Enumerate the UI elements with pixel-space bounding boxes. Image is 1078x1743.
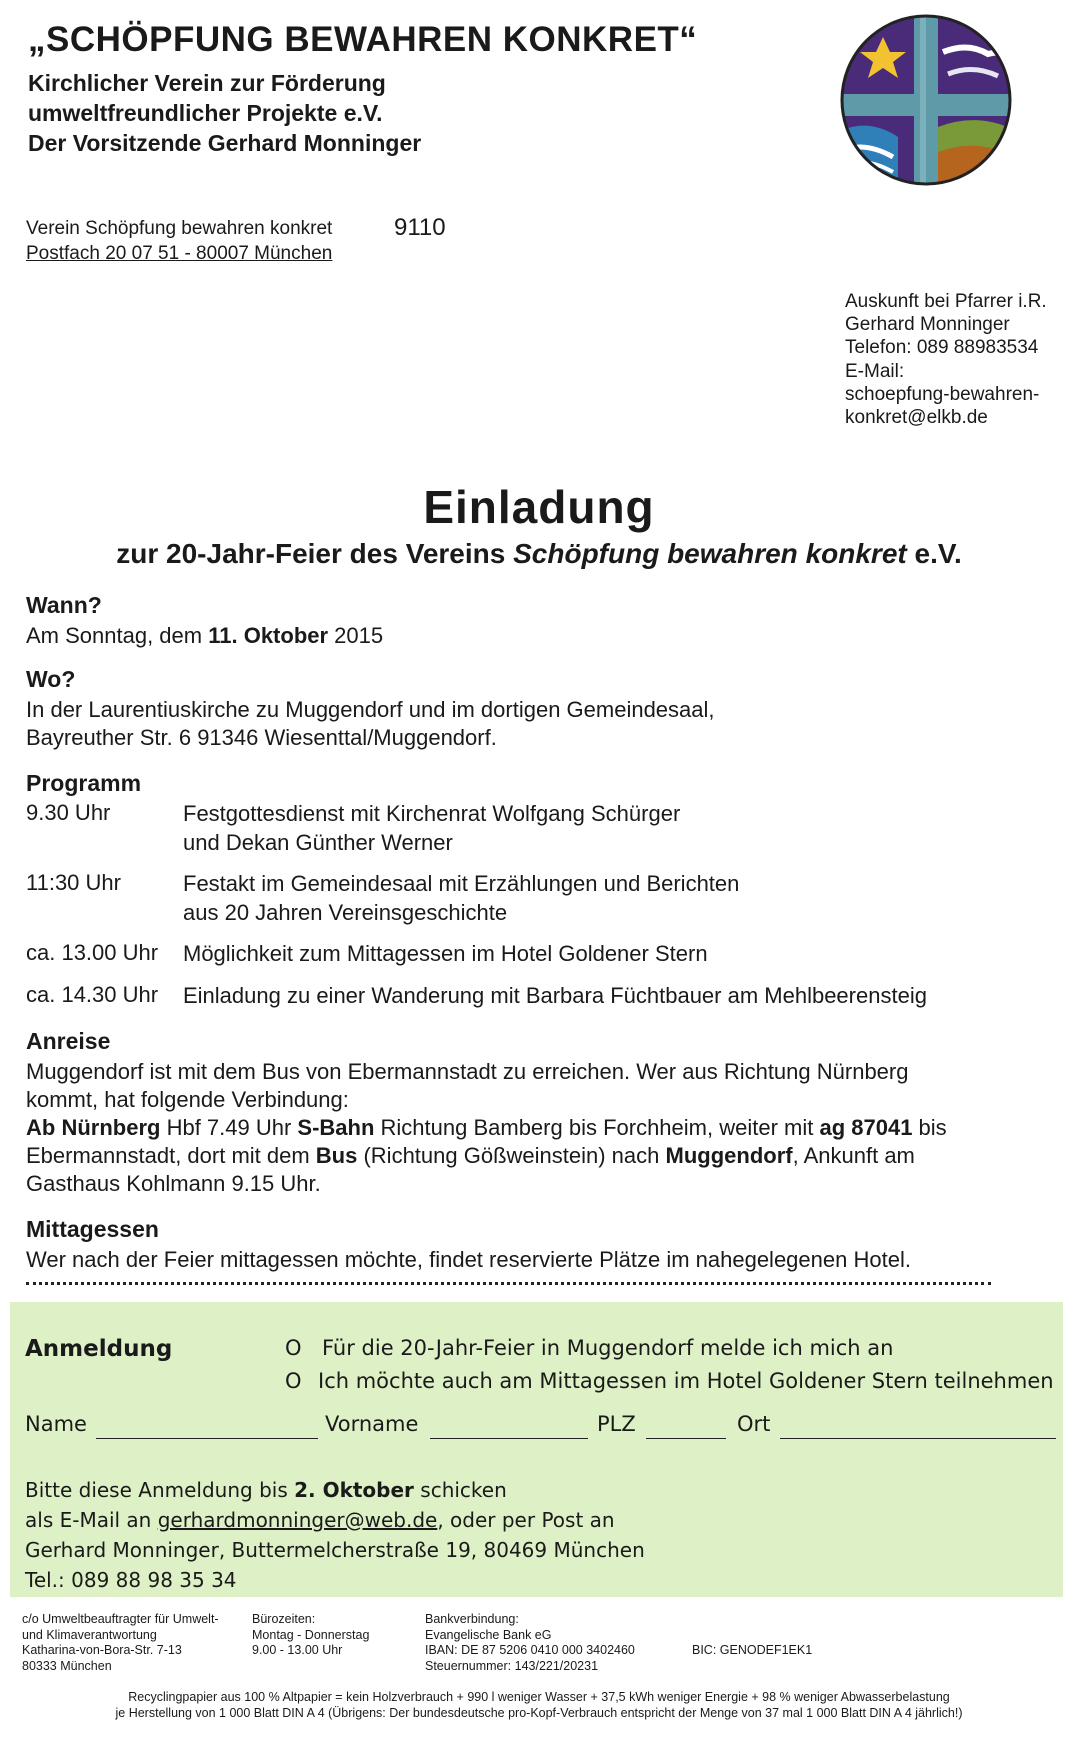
- program-desc: Einladung zu einer Wanderung mit Barbara Füchtbauer am Mehlbeerensteig: [183, 983, 927, 1008]
- name-field[interactable]: [96, 1438, 318, 1439]
- ort-label: Ort: [737, 1412, 771, 1436]
- program-desc: Möglichkeit zum Mittagessen im Hotel Goldener Stern: [183, 941, 708, 966]
- section-heading-anreise: Anreise: [26, 1028, 111, 1054]
- chairman-line: Der Vorsitzende Gerhard Monninger: [28, 130, 422, 156]
- program-desc: Festakt im Gemeindesaal mit Erzählungen und Berichten aus 20 Jahren Vereinsgeschichte: [183, 871, 740, 925]
- contact-email-part2: konkret@elkb.de: [845, 407, 988, 429]
- program-time: ca. 13.00 Uhr: [26, 940, 159, 965]
- invitation-subtitle: zur 20-Jahr-Feier des Vereins Schöpfung bewahren konkret e.V.: [116, 538, 962, 569]
- travel-line3: Ab Nürnberg Hbf 7.49 Uhr S-Bahn Richtung Bamberg bis Forchheim, weiter mit ag 87041 bis: [26, 1115, 947, 1140]
- registration-phone: Tel.: 089 88 98 35 34: [25, 1568, 237, 1592]
- email-link[interactable]: gerhardmonninger@web.de: [157, 1508, 438, 1532]
- section-heading-wo: Wo?: [26, 666, 76, 692]
- association-logo: [838, 12, 1014, 188]
- contact-email-part1: schoepfung-bewahren-: [845, 383, 1040, 405]
- option-lunch-label: Ich möchte auch am Mittagessen im Hotel Goldener Stern teilnehmen: [318, 1369, 1054, 1393]
- reference-number: 9110: [394, 214, 446, 241]
- footer-bank: Bankverbindung: Evangelische Bank eG IBAN: DE 87 5206 0410 000 3402460 Steuernummer: 143/221/20231: [425, 1612, 635, 1673]
- vorname-label: Vorname: [325, 1412, 419, 1436]
- sender-address: Postfach 20 07 51 - 80007 München: [26, 243, 333, 264]
- contact-block: [845, 290, 1047, 429]
- option-celebration-label: Für die 20-Jahr-Feier in Muggendorf melde ich mich an: [322, 1336, 894, 1360]
- org-subtitle-line2: umweltfreundlicher Projekte e.V.: [28, 100, 383, 126]
- footer-office-hours: Bürozeiten: Montag - Donnerstag 9.00 - 13.00 Uhr: [252, 1612, 370, 1657]
- recycling-note: Recyclingpapier aus 100 % Altpapier = kein Holzverbrauch + 990 l weniger Wasser + 37,5 kWh weniger Energie + 98 % weniger Abwasserbelastung je Herstellung von 1 000 Blatt DIN A 4 (Übrigens: Der bundesdeutsche pro-Kopf-Verbrauch entspricht der Menge von 37 mal 1 000 Blatt DIN A 4 jährlich!): [115, 1690, 963, 1720]
- program-time: 11:30 Uhr: [26, 870, 121, 895]
- contact-email-label: E-Mail:: [845, 360, 905, 382]
- section-heading-wann: Wann?: [26, 592, 102, 618]
- invitation-title: Einladung: [423, 481, 655, 533]
- date-text: Am Sonntag, dem 11. Oktober 2015: [26, 623, 384, 648]
- org-subtitle-line1: Kirchlicher Verein zur Förderung: [28, 70, 386, 96]
- sender-name: Verein Schöpfung bewahren konkret: [26, 218, 333, 239]
- name-label: Name: [25, 1412, 87, 1436]
- program-time: 9.30 Uhr: [26, 800, 111, 825]
- footer-address: c/o Umweltbeauftragter für Umwelt- und Klimaverantwortung Katharina-von-Bora-Str. 7-13 80333 München: [22, 1612, 219, 1673]
- checkbox-option-lunch[interactable]: O: [285, 1369, 302, 1393]
- section-heading-programm: Programm: [26, 770, 142, 796]
- ort-field[interactable]: [780, 1438, 1056, 1439]
- email-instruction: als E-Mail an gerhardmonninger@web.de, oder per Post an: [25, 1508, 615, 1532]
- travel-line1: Muggendorf ist mit dem Bus von Ebermannstadt zu erreichen. Wer aus Richtung Nürnberg: [26, 1059, 909, 1084]
- contact-name: Gerhard Monninger: [845, 314, 1010, 336]
- program-time: ca. 14.30 Uhr: [26, 982, 159, 1007]
- travel-line4: Ebermannstadt, dort mit dem Bus (Richtung Gößweinstein) nach Muggendorf, Ankunft am: [26, 1143, 915, 1168]
- vorname-field[interactable]: [430, 1438, 588, 1439]
- deadline-text: Bitte diese Anmeldung bis 2. Oktober schicken: [25, 1478, 507, 1502]
- org-title: „SCHÖPFUNG BEWAHREN KONKRET“: [28, 20, 698, 59]
- contact-phone: Telefon: 089 88983534: [845, 337, 1039, 359]
- location-line1: In der Laurentiuskirche zu Muggendorf und im dortigen Gemeindesaal,: [26, 697, 715, 722]
- registration-heading: Anmeldung: [25, 1336, 173, 1362]
- travel-line5: Gasthaus Kohlmann 9.15 Uhr.: [26, 1171, 321, 1196]
- program-desc: Festgottesdienst mit Kirchenrat Wolfgang Schürger und Dekan Günther Werner: [183, 801, 681, 855]
- lunch-text: Wer nach der Feier mittagessen möchte, findet reservierte Plätze im nahegelegenen Hotel.: [26, 1247, 911, 1272]
- section-heading-mittagessen: Mittagessen: [26, 1216, 159, 1242]
- travel-line2: kommt, hat folgende Verbindung:: [26, 1087, 349, 1112]
- location-line2: Bayreuther Str. 6 91346 Wiesenttal/Muggendorf.: [26, 725, 497, 750]
- contact-line: Auskunft bei Pfarrer i.R.: [845, 291, 1047, 312]
- postal-address: Gerhard Monninger, Buttermelcherstraße 19, 80469 München: [25, 1538, 645, 1562]
- cut-line: [26, 1282, 991, 1285]
- footer-bic: BIC: GENODEF1EK1: [692, 1643, 813, 1657]
- plz-label: PLZ: [597, 1412, 636, 1436]
- checkbox-option-celebration[interactable]: O: [285, 1336, 302, 1360]
- plz-field[interactable]: [646, 1438, 726, 1439]
